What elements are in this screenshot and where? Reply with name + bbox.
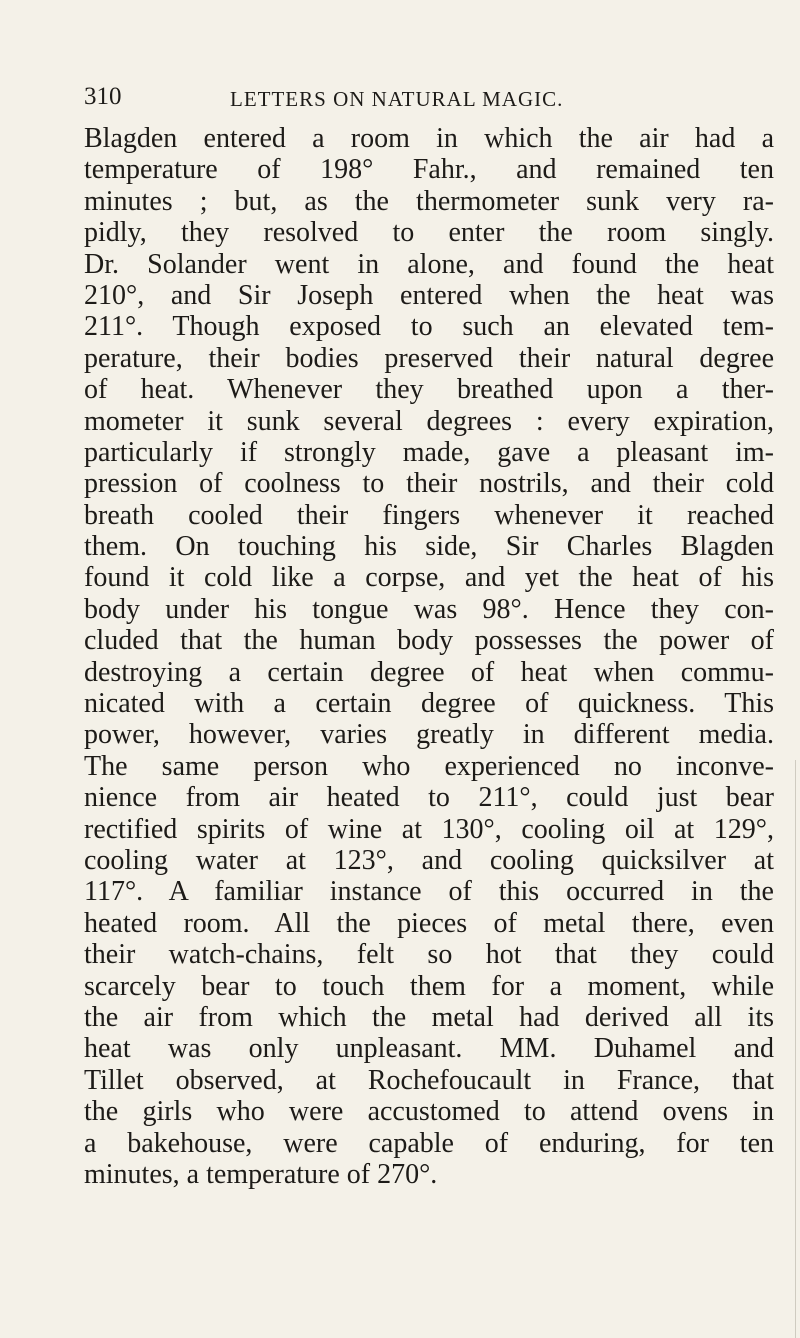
text-line: The same person who experienced no inconve- — [84, 750, 774, 782]
text-line: mometer it sunk several degrees : every expiration, — [84, 405, 774, 437]
text-line: minutes ; but, as the thermometer sunk very ra- — [84, 185, 774, 217]
text-line: perature, their bodies preserved their natural degree — [84, 342, 774, 374]
page-edge-line — [795, 760, 796, 1338]
text-line: the girls who were accustomed to attend ovens in — [84, 1096, 774, 1128]
text-line: 211°. Though exposed to such an elevated tem- — [84, 311, 774, 343]
text-line: scarcely bear to touch them for a moment, while — [84, 970, 774, 1002]
text-line: Dr. Solander went in alone, and found the heat — [84, 248, 774, 280]
text-line: breath cooled their fingers whenever it reached — [84, 499, 774, 531]
text-line: pidly, they resolved to enter the room singly. — [84, 217, 774, 249]
text-line: particularly if strongly made, gave a pleasant im- — [84, 436, 774, 468]
text-line: of heat. Whenever they breathed upon a ther- — [84, 374, 774, 406]
text-line: Tillet observed, at Rochefoucault in France, that — [84, 1064, 774, 1096]
text-line: body under his tongue was 98°. Hence they con- — [84, 593, 774, 625]
body-text — [84, 123, 774, 1190]
text-line: Blagden entered a room in which the air had a — [84, 123, 774, 154]
text-line: cluded that the human body possesses the power of — [84, 625, 774, 657]
page-number: 310 — [84, 83, 122, 110]
text-line: heat was only unpleasant. MM. Duhamel and — [84, 1033, 774, 1065]
text-line: destroying a certain degree of heat when commu- — [84, 656, 774, 688]
text-line: minutes, a temperature of 270°. — [84, 1158, 438, 1190]
text-line: temperature of 198° Fahr., and remained ten — [84, 154, 774, 186]
text-line: a bakehouse, were capable of enduring, for ten — [84, 1127, 774, 1159]
text-line: nience from air heated to 211°, could just bear — [84, 782, 774, 814]
text-line: power, however, varies greatly in different media. — [84, 719, 774, 751]
text-line: the air from which the metal had derived all its — [84, 1001, 774, 1033]
running-head — [84, 82, 774, 116]
text-line: their watch-chains, felt so hot that they could — [84, 939, 774, 971]
text-line: 117°. A familiar instance of this occurred in the — [84, 876, 774, 908]
text-line: heated room. All the pieces of metal there, even — [84, 907, 774, 939]
text-line: found it cold like a corpse, and yet the heat of his — [84, 562, 774, 594]
text-line: pression of coolness to their nostrils, and their cold — [84, 468, 774, 500]
running-title: LETTERS ON NATURAL MAGIC. — [230, 87, 564, 111]
text-line: rectified spirits of wine at 130°, cooling oil at 129°, — [84, 813, 774, 845]
text-line: them. On touching his side, Sir Charles Blagden — [84, 531, 774, 563]
text-line: 210°, and Sir Joseph entered when the heat was — [84, 279, 774, 311]
text-line: nicated with a certain degree of quickness. This — [84, 688, 774, 720]
text-line: cooling water at 123°, and cooling quicksilver at — [84, 844, 774, 876]
